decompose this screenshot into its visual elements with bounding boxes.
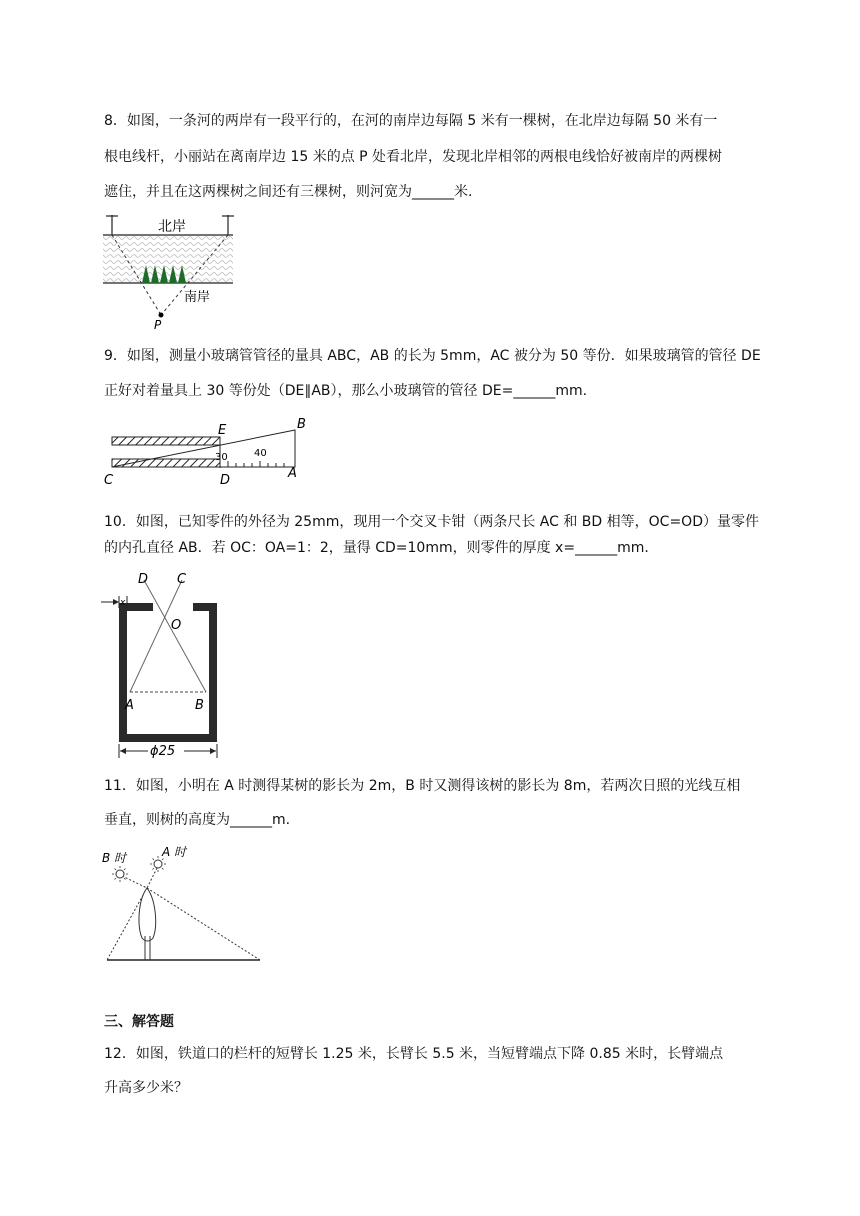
label-c: C	[177, 572, 187, 587]
label-a-time: A 时	[162, 845, 187, 859]
part-outline	[123, 607, 213, 738]
label-c: C	[104, 473, 114, 488]
label-x: x	[120, 598, 126, 608]
label-e: E	[218, 423, 227, 438]
tree-crown	[139, 888, 156, 941]
label-diameter: ϕ25	[150, 744, 176, 759]
q10-caliper-figure	[98, 566, 228, 766]
light-ray-b	[147, 888, 260, 960]
q11-line-1: 11．如图，小明在 A 时测得某树的影长为 2m，B 时又测得该树的影长为 8m，若两次日照的光线互相	[104, 778, 741, 794]
label-d: D	[220, 473, 231, 488]
sun-icon	[112, 866, 128, 882]
q12-line-2: 升高多少米？	[104, 1080, 188, 1096]
q11-line-2: 垂直，则树的高度为______m.	[104, 812, 291, 828]
arm-ca	[130, 580, 182, 692]
label-north-bank: 北岸	[158, 219, 186, 235]
arm-db	[144, 580, 206, 692]
q9-line-2: 正好对着量具上 30 等份处（DE∥AB），那么小玻璃管的管径 DE=______mm.	[104, 383, 588, 399]
tick-label-40: 40	[254, 448, 267, 459]
label-b: B	[195, 698, 204, 713]
label-south-bank: 南岸	[184, 290, 211, 305]
label-o: O	[171, 618, 182, 633]
q10-line-2: 的内孔直径 AB．若 OC：OA=1：2，量得 CD=10mm，则零件的厚度 x=______mm.	[104, 540, 649, 556]
point-p	[159, 313, 164, 318]
q9-gauge-figure	[100, 412, 320, 492]
label-p: P	[154, 318, 162, 332]
label-a: A	[125, 698, 134, 713]
q12-line-1: 12．如图，铁道口的栏杆的短臂长 1.25 米，长臂长 5.5 米，当短臂端点下降 0.85 米时，长臂端点	[104, 1046, 724, 1062]
q10-line-1: 10．如图，已知零件的外径为 25mm，现用一个交叉卡钳（两条尺长 AC 和 BD 相等，OC=OD）量零件	[104, 514, 759, 530]
section-heading: 三、解答题	[104, 1014, 174, 1030]
label-b: B	[297, 417, 306, 432]
label-b-time: B 时	[102, 851, 127, 865]
tube-top-wall	[112, 437, 220, 445]
label-d: D	[138, 572, 149, 587]
q9-line-1: 9．如图，测量小玻璃管管径的量具 ABC，AB 的长为 5mm，AC 被分为 50 等份．如果玻璃管的管径 DE	[104, 348, 761, 364]
gauge-ticks	[228, 461, 284, 467]
label-a: A	[288, 466, 297, 481]
tube-bottom-wall	[112, 459, 220, 467]
river-water	[103, 235, 233, 283]
q8-line-2: 根电线杆，小丽站在离南岸边 15 米的点 P 处看北岸，发现北岸相邻的两根电线恰好被南岸的两棵树	[104, 149, 723, 165]
q11-shadow-figure	[100, 838, 265, 966]
q8-line-1: 8．如图，一条河的两岸有一段平行的，在河的南岸边每隔 5 米有一棵树，在北岸边每隔 50 米有一	[104, 113, 718, 129]
q8-river-figure	[100, 205, 240, 333]
q8-line-3: 遮住，并且在这两棵树之间还有三棵树，则河宽为______米.	[104, 184, 473, 200]
tick-label-30: 30	[215, 452, 228, 463]
